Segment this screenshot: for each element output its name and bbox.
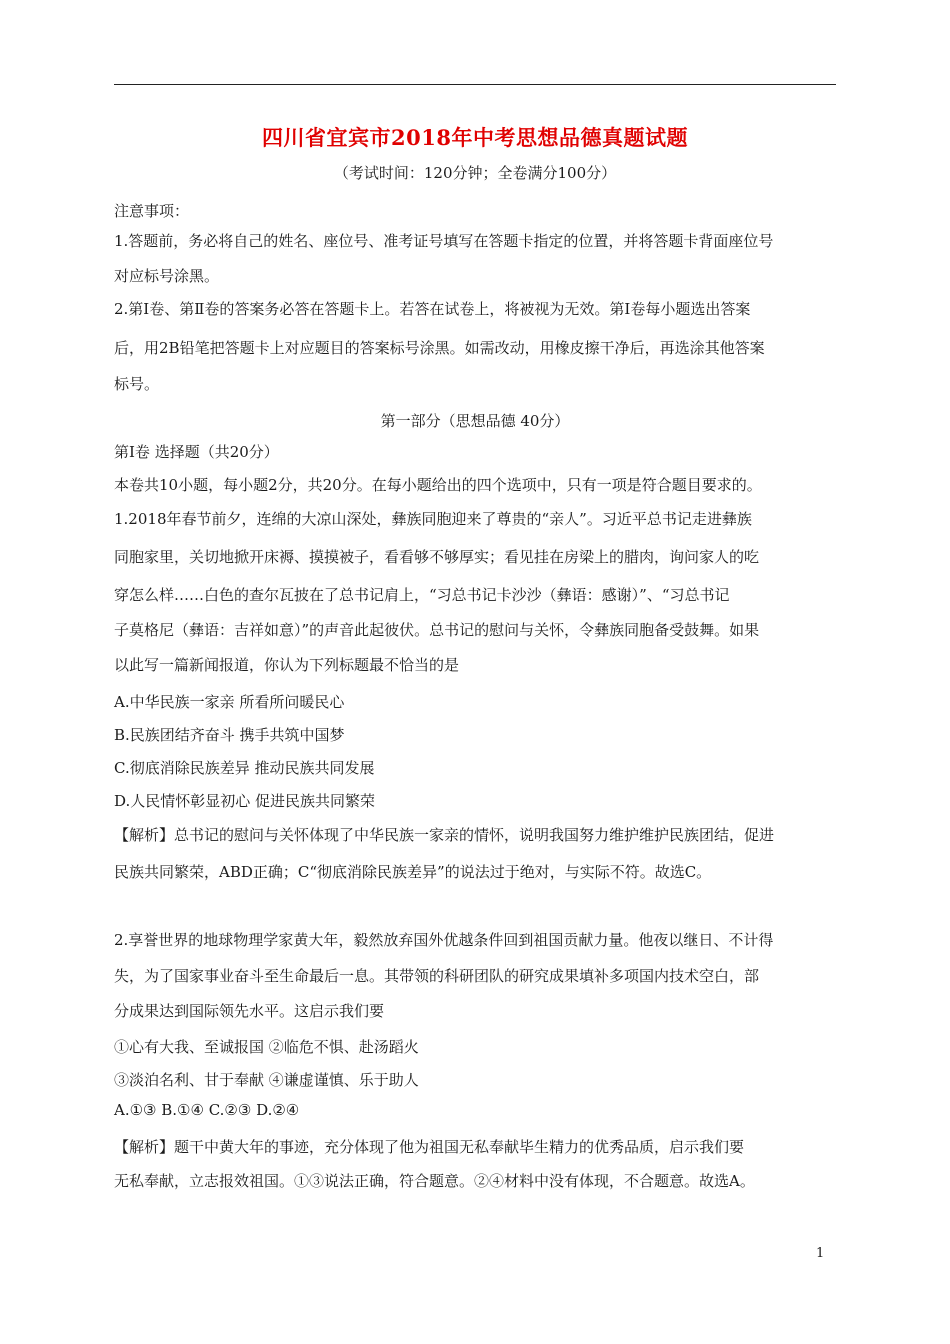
question-2-line-2: 失，为了国家事业奋斗至生命最后一息。其带领的科研团队的研究成果填补多项国内技术空白，部	[114, 967, 760, 985]
page-number: 1	[816, 1246, 825, 1261]
notice-item-1-line-1: 1.答题前，务必将自己的姓名、座位号、准考证号填写在答题卡指定的位置，并将答题卡背面座位号	[114, 232, 774, 250]
question-1-line-4: 子莫格尼（彝语：吉祥如意）”的声音此起彼伏。总书记的慰问与关怀，令彝族同胞备受鼓舞。如果	[114, 621, 760, 639]
page-title: 四川省宜宾市2018年中考思想品德真题试题	[262, 125, 688, 150]
section-description: 本卷共10小题，每小题2分，共20分。在每小题给出的四个选项中，只有一项是符合题目要求的。	[114, 476, 762, 494]
question-2-analysis-line-1: 【解析】题干中黄大年的事迹，充分体现了他为祖国无私奉献毕生精力的优秀品质，启示我们要	[114, 1138, 745, 1156]
question-2-line-1: 2.享誉世界的地球物理学家黄大年，毅然放弃国外优越条件回到祖国贡献力量。他夜以继日、不计得	[114, 931, 774, 949]
question-1-option-a: A.中华民族一家亲 所看所问暖民心	[114, 693, 345, 711]
question-2-line-3: 分成果达到国际领先水平。这启示我们要	[114, 1002, 385, 1020]
question-2-statements-1: ①心有大我、至诚报国 ②临危不惧、赴汤蹈火	[114, 1038, 419, 1056]
header-rule	[114, 84, 836, 85]
notice-heading: 注意事项：	[114, 202, 190, 220]
question-1-option-b: B.民族团结齐奋斗 携手共筑中国梦	[114, 726, 345, 744]
question-2-analysis-line-2: 无私奉献，立志报效祖国。①③说法正确，符合题意。②④材料中没有体现，不合题意。故选A。	[114, 1172, 755, 1190]
question-1-line-3: 穿怎么样……白色的查尔瓦披在了总书记肩上，“习总书记卡沙沙（彝语：感谢）”、“习总书记	[114, 586, 730, 604]
notice-item-1-line-2: 对应标号涂黑。	[114, 267, 220, 285]
part-heading: 第一部分（思想品德 40分）	[380, 412, 570, 430]
exam-info: （考试时间：120分钟；全卷满分100分）	[333, 164, 617, 182]
question-1-analysis-line-1: 【解析】总书记的慰问与关怀体现了中华民族一家亲的情怀，说明我国努力维护维护民族团结，促进	[114, 826, 775, 844]
question-1-line-1: 1.2018年春节前夕，连绵的大凉山深处，彝族同胞迎来了尊贵的“亲人”。习近平总书记走进彝族	[114, 510, 752, 528]
notice-item-2-line-2: 后，用2B铅笔把答题卡上对应题目的答案标号涂黑。如需改动，用橡皮擦干净后，再选涂其他答案	[114, 339, 765, 357]
notice-item-2-line-1: 2.第Ⅰ卷、第Ⅱ卷的答案务必答在答题卡上。若答在试卷上，将被视为无效。第Ⅰ卷每小题选出答案	[114, 300, 751, 318]
question-1-analysis-line-2: 民族共同繁荣，ABD正确；C“彻底消除民族差异”的说法过于绝对，与实际不符。故选C。	[114, 863, 712, 881]
question-2-statements-2: ③淡泊名利、甘于奉献 ④谦虚谨慎、乐于助人	[114, 1071, 419, 1089]
question-1-option-d: D.人民情怀彰显初心 促进民族共同繁荣	[114, 792, 376, 810]
question-1-line-5: 以此写一篇新闻报道，你认为下列标题最不恰当的是	[114, 656, 460, 674]
question-1-line-2: 同胞家里，关切地掀开床褥、摸摸被子，看看够不够厚实；看见挂在房梁上的腊肉，询问家人的吃	[114, 548, 760, 566]
question-2-options: A.①③ B.①④ C.②③ D.②④	[114, 1101, 300, 1119]
notice-item-2-line-3: 标号。	[114, 375, 160, 393]
section-heading: 第Ⅰ卷 选择题（共20分）	[114, 443, 279, 461]
question-1-option-c: C.彻底消除民族差异 推动民族共同发展	[114, 759, 375, 777]
